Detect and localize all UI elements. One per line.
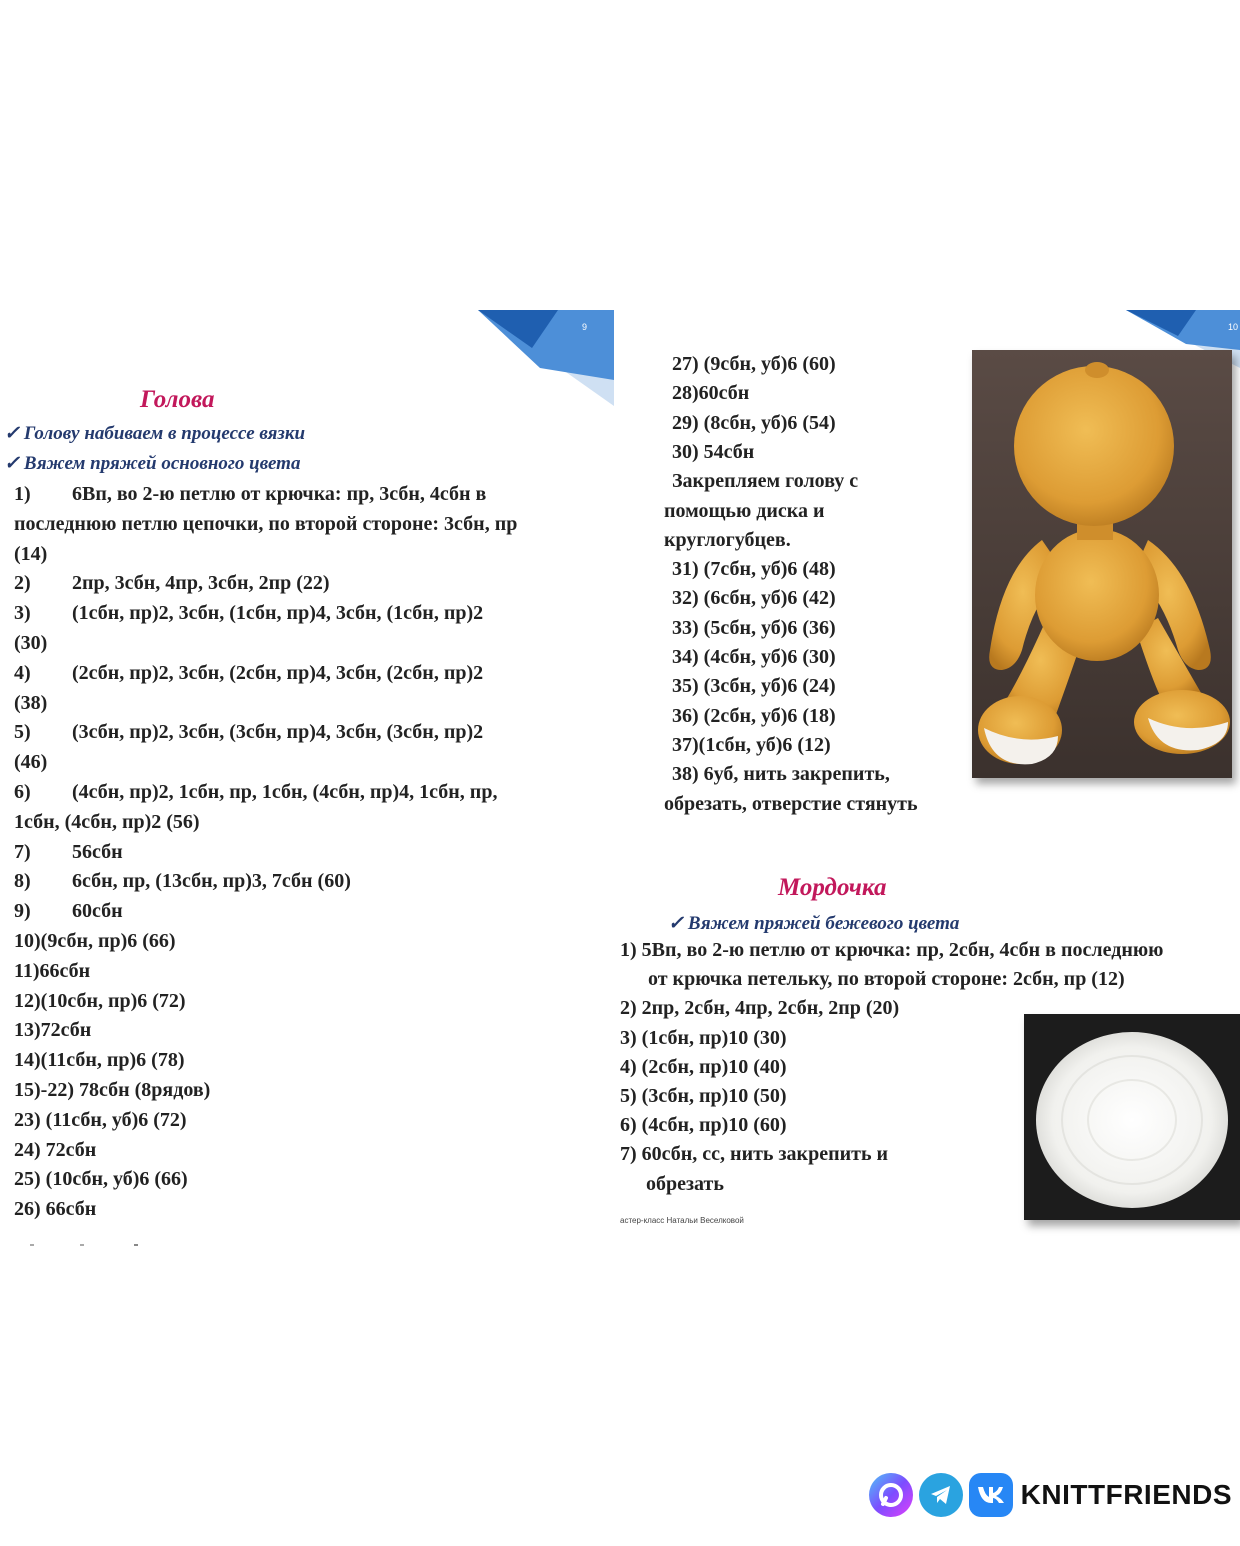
row-text: 6сбн, пр, (13сбн, пр)3, 7сбн (60) — [72, 870, 351, 893]
row-text: 60сбн — [72, 900, 123, 923]
footer-brand-bar — [869, 1470, 1232, 1520]
instruction-row — [14, 1165, 188, 1195]
credit-text: астер-класс Натальи Веселковой — [620, 1216, 744, 1225]
instruction-row: 27) (9сбн, уб)6 (60) — [672, 353, 836, 375]
left-page — [0, 300, 620, 1260]
row-text: последнюю петлю цепочки, по второй стороне: 3сбн, пр — [14, 512, 518, 535]
checkmark-icon: ✓ — [668, 913, 684, 934]
instruction-row — [14, 838, 123, 868]
instruction-row: 4) (2сбн, пр)10 (40) — [620, 1055, 787, 1078]
row-text: 14)(11сбн, пр)6 (78) — [14, 1049, 185, 1072]
instruction-row: от крючка петельку, по второй стороне: 2сбн, пр (12) — [648, 968, 1125, 991]
note-stuffing: ✓ Голову набиваем в процессе вязки — [4, 423, 306, 444]
instruction-row: 34) (4сбн, уб)6 (30) — [672, 646, 836, 668]
instruction-row — [14, 778, 497, 808]
row-number: 3) — [14, 602, 31, 625]
row-text: (14) — [14, 542, 48, 565]
row-text: 23) (11сбн, уб)6 (72) — [14, 1108, 187, 1131]
row-text: (2сбн, пр)2, 3сбн, (2сбн, пр)4, 3сбн, (2сбн, пр)2 — [72, 661, 484, 684]
instruction-row: 7) 60сбн, сс, нить закрепить и — [620, 1143, 889, 1166]
row-number: 1) — [14, 483, 31, 505]
instruction-row — [14, 987, 186, 1017]
instruction-row: круглогубцев. — [664, 528, 791, 551]
row-text: (46) — [14, 751, 48, 774]
instruction-row — [14, 957, 90, 987]
row-text: 11)66сбн — [14, 959, 91, 982]
row-text: 56сбн — [72, 840, 123, 863]
instruction-row: 3) (1сбн, пр)10 (30) — [620, 1026, 787, 1049]
row-text: (1сбн, пр)2, 3сбн, (1сбн, пр)4, 3сбн, (1сбн, пр)2 — [72, 602, 484, 625]
instruction-row: 6) (4сбн, пр)10 (60) — [620, 1114, 787, 1137]
row-text: (3сбн, пр)2, 3сбн, (3сбн, пр)4, 3сбн, (3сбн, пр)2 — [72, 721, 484, 744]
row-text: 13)72сбн — [14, 1019, 92, 1042]
instruction-row: обрезать, отверстие стянуть — [664, 792, 918, 815]
instruction-row — [14, 1136, 96, 1166]
row-text: 15)-22) 78сбн (8рядов) — [14, 1079, 211, 1101]
max-messenger-icon[interactable] — [869, 1473, 913, 1517]
instruction-row: 32) (6сбн, уб)6 (42) — [672, 587, 836, 610]
instruction-row: обрезать — [646, 1172, 724, 1195]
instruction-row — [14, 510, 517, 540]
page-corner-decoration — [478, 310, 618, 410]
row-text: 1сбн, (4сбн, пр)2 (56) — [14, 810, 200, 833]
row-text: (38) — [14, 691, 48, 714]
instruction-row — [14, 659, 483, 689]
checkmark-icon: ✓ — [4, 423, 20, 444]
page-dots — [30, 1244, 140, 1246]
instruction-row: помощью диска и — [664, 499, 825, 522]
instruction-row — [14, 1106, 187, 1136]
instruction-row — [14, 867, 351, 897]
instruction-row — [14, 480, 486, 510]
instruction-row: 28)60сбн — [672, 382, 750, 405]
instruction-row — [14, 1016, 91, 1046]
row-text: 25) (10сбн, уб)6 (66) — [14, 1168, 188, 1191]
instruction-row — [14, 599, 483, 629]
telegram-icon[interactable] — [919, 1473, 963, 1517]
note-main-color: ✓ Вяжем пряжей основного цвета — [4, 453, 301, 474]
instruction-row: Закрепляем голову с — [672, 470, 859, 493]
note-beige-color: ✓ Вяжем пряжей бежевого цвета — [668, 913, 960, 934]
row-number: 6) — [14, 781, 31, 803]
instruction-row: 33) (5сбн, уб)6 (36) — [672, 616, 836, 639]
instruction-row: 35) (3сбн, уб)6 (24) — [672, 675, 836, 698]
instruction-row — [14, 629, 47, 659]
row-number: 7) — [14, 840, 31, 863]
row-text: 6Вп, во 2-ю петлю от крючка: пр, 3сбн, 4сбн в — [72, 483, 487, 505]
row-text: 26) 66сбн — [14, 1198, 97, 1221]
instruction-row — [14, 569, 330, 599]
instruction-row — [14, 689, 47, 719]
instruction-row — [14, 1046, 185, 1076]
row-number: 8) — [14, 870, 31, 893]
instruction-row — [14, 808, 200, 838]
right-page — [620, 300, 1240, 1260]
row-text: 10)(9сбн, пр)6 (66) — [14, 930, 176, 952]
instruction-row: 29) (8сбн, уб)6 (54) — [672, 411, 836, 434]
instruction-row: 31) (7сбн, уб)6 (48) — [672, 558, 836, 581]
instruction-row — [14, 927, 176, 957]
section-title-muzzle: Мордочка — [778, 874, 887, 901]
row-number: 9) — [14, 900, 31, 923]
vk-icon[interactable] — [969, 1473, 1013, 1517]
row-text: 2пр, 3сбн, 4пр, 3сбн, 2пр (22) — [72, 572, 330, 595]
row-text: (30) — [14, 632, 48, 654]
brand-name: KNITTFRIENDS — [1020, 1479, 1232, 1510]
page-number: 10 — [1228, 322, 1239, 332]
instruction-row: 30) 54сбн — [672, 440, 755, 463]
checkmark-icon: ✓ — [4, 453, 20, 474]
row-number: 2) — [14, 572, 31, 595]
instruction-row — [14, 1195, 96, 1225]
muzzle-disc-photo — [1024, 1014, 1240, 1220]
instruction-row: 37)(1сбн, уб)6 (12) — [672, 733, 831, 756]
instruction-row: 5) (3сбн, пр)10 (50) — [620, 1085, 787, 1107]
instruction-row: 38) 6уб, нить закрепить, — [672, 763, 890, 786]
instruction-row — [14, 1076, 210, 1106]
toy-body-photo — [972, 350, 1232, 778]
row-text: (4сбн, пр)2, 1сбн, пр, 1сбн, (4сбн, пр)4, 1сбн, пр, — [72, 781, 498, 803]
instruction-row: 2) 2пр, 2сбн, 4пр, 2сбн, 2пр (20) — [620, 997, 900, 1020]
instruction-row — [14, 897, 123, 927]
instruction-row — [14, 748, 47, 778]
page-number: 9 — [582, 322, 588, 332]
row-text: 24) 72сбн — [14, 1138, 97, 1161]
instruction-row: 36) (2сбн, уб)6 (18) — [672, 704, 836, 727]
row-number: 5) — [14, 721, 31, 744]
instruction-row — [14, 540, 47, 570]
row-number: 4) — [14, 661, 31, 684]
instruction-row: 1) 5Вп, во 2-ю петлю от крючка: пр, 2сбн, 4сбн в последнюю — [620, 939, 1164, 961]
section-title-head: Голова — [140, 386, 215, 413]
row-text: 12)(10сбн, пр)6 (72) — [14, 989, 186, 1012]
instruction-row — [14, 718, 483, 748]
